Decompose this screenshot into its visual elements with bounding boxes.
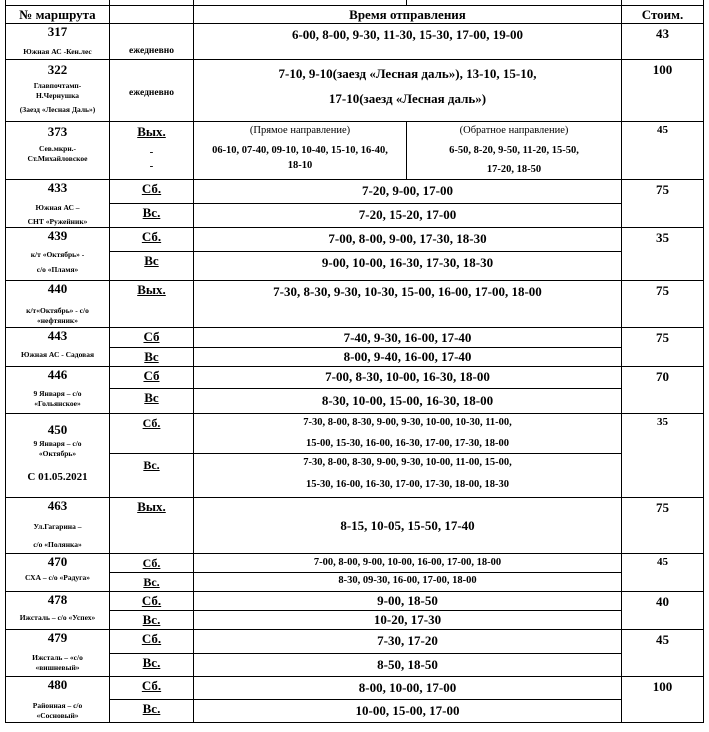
route-322-price: 100 <box>622 60 704 122</box>
schedule-table <box>5 0 704 723</box>
route-number: 373 <box>47 124 68 139</box>
route-373-cell <box>6 122 110 180</box>
day-label: Вс. <box>143 575 160 589</box>
route-439-price: 35 <box>622 228 704 281</box>
route-destination: к/т«Октябрь» - с/о <box>26 306 89 315</box>
route-439-cell <box>6 228 110 281</box>
route-destination: Южная АС – <box>35 203 80 212</box>
route-433-row-sun: Вс. 7-20, 15-20, 17-00 <box>6 204 704 228</box>
route-322-row <box>6 60 704 122</box>
day-label: Вс. <box>142 701 161 716</box>
route-destination: Ижсталь – «с/о <box>32 653 83 662</box>
route-480-row-sun: Вс. 10-00, 15-00, 17-00 <box>6 700 704 723</box>
header-departure: Время отправления <box>194 6 622 24</box>
route-480-price: 100 <box>622 677 704 723</box>
route-number: 439 <box>47 228 68 243</box>
route-destination: Главпочтамп- <box>33 81 82 90</box>
route-destination: Районная – с/о <box>32 701 83 710</box>
route-440-row <box>6 281 704 328</box>
route-destination: 9 Января – с/о <box>33 389 82 398</box>
route-number: 446 <box>47 367 68 382</box>
route-317-price: 43 <box>622 24 704 60</box>
route-440-cell <box>6 281 110 328</box>
route-number: 440 <box>47 281 68 296</box>
route-destination: Ст.Михайловское <box>27 154 88 163</box>
route-479-row-sat: 479 Ижсталь – «с/о «вишневый» Сб. 7-30, 17-20 45 <box>6 630 704 654</box>
route-470-price: 45 <box>622 554 704 592</box>
day-label: Вс <box>144 253 159 268</box>
route-destination: Сев.мкрн.- <box>38 144 77 153</box>
header-row <box>6 6 704 24</box>
route-number: 317 <box>47 24 68 39</box>
route-450-price: 35 <box>622 414 704 498</box>
day-label: Вс <box>144 349 159 364</box>
route-479-price: 45 <box>622 630 704 677</box>
route-322-times: 7-10, 9-10(заезд «Лесная даль»), 13-10, 15-10, 17-10(заезд «Лесная даль») <box>194 60 622 122</box>
route-479-row-sun: Вс. 8-50, 18-50 <box>6 654 704 677</box>
route-440-times: 7-30, 8-30, 9-30, 10-30, 15-00, 16-00, 17-00, 18-00 <box>194 281 622 328</box>
day-label: Сб. <box>141 631 162 646</box>
route-478-row-sat: 478 Ижсталь – с/о «Успех» Сб. 9-00, 18-50 40 <box>6 592 704 611</box>
route-463-cell <box>6 498 110 554</box>
day-label: Вых. <box>137 124 166 139</box>
route-446-row-sat: 446 9 Января – с/о «Гольянское» Сб 7-00, 8-30, 10-00, 16-30, 18-00 70 <box>6 367 704 389</box>
route-destination: Ул.Гагарина – <box>33 522 82 531</box>
route-destination: «Сосновый» <box>36 711 79 720</box>
day-label: Вс. <box>142 612 161 627</box>
route-number: 450 <box>47 422 68 437</box>
route-478-row-sun: Вс. 10-20, 17-30 <box>6 611 704 630</box>
route-439-row-sat: 439 к/т «Октябрь» - с/о «Пламя» Сб. 7-00, 8-00, 9-00, 17-30, 18-30 35 <box>6 228 704 252</box>
day-label: Сб. <box>142 556 161 570</box>
route-463-row <box>6 498 704 554</box>
route-destination: «нефтяник» <box>36 316 79 325</box>
route-number: 463 <box>47 498 68 513</box>
route-number: 478 <box>47 592 68 607</box>
day-label: ежедневно <box>129 45 174 56</box>
day-label: Сб. <box>141 593 162 608</box>
route-317-cell <box>6 24 110 60</box>
route-480-cell <box>6 677 110 723</box>
route-443-price: 75 <box>622 328 704 367</box>
day-label: Вс. <box>142 205 161 220</box>
day-label: Сб. <box>141 678 162 693</box>
day-label: Сб <box>143 368 160 383</box>
route-479-cell <box>6 630 110 677</box>
route-433-price: 75 <box>622 180 704 228</box>
route-destination: «вишневый» <box>35 663 80 672</box>
route-destination: Южная АС -Кен.лес <box>23 47 92 56</box>
route-317-times: 6-00, 8-00, 9-30, 11-30, 15-30, 17-00, 19-00 <box>194 24 622 60</box>
day-label: Вых. <box>137 282 166 297</box>
route-destination: Ижсталь – с/о «Успех» <box>19 613 96 622</box>
route-446-cell <box>6 367 110 414</box>
route-number: 443 <box>47 328 68 343</box>
route-373-row: 373 Сев.мкрн.- Ст.Михайловское Вых. - - (Прямое направление) 06-10, 07-40, 09-10, 10-40, 15-10, 16-40, 18-10 (Обратное направление) 6-50, 8-20, 9-50, 11-20, 15-50, 17-20, 18-50 45 <box>6 122 704 180</box>
route-destination: Н.Чернушка <box>35 91 80 100</box>
route-443-row-sat: 443 Южная АС - Садовая Сб 7-40, 9-30, 16-00, 17-40 75 <box>6 328 704 348</box>
route-439-row-sun: Вс 9-00, 10-00, 16-30, 17-30, 18-30 <box>6 252 704 281</box>
day-label: Вс. <box>142 655 161 670</box>
route-note: С 01.05.2021 <box>27 471 88 483</box>
route-470-row-sun: Вс. 8-30, 09-30, 16-00, 17-00, 18-00 <box>6 573 704 592</box>
day-label: Сб <box>143 329 160 344</box>
route-443-cell <box>6 328 110 367</box>
route-destination: (Заезд «Лесная Даль») <box>19 105 96 114</box>
route-destination: СНТ «Ружейник» <box>27 217 88 226</box>
route-446-row-sun: Вс 8-30, 10-00, 15-00, 16-30, 18-00 <box>6 389 704 414</box>
route-317-row <box>6 24 704 60</box>
route-number: 322 <box>47 62 68 77</box>
header-price: Стоим. <box>622 6 704 24</box>
route-433-row-sat: 433 Южная АС – СНТ «Ружейник» Сб. 7-20, 9-00, 17-00 75 <box>6 180 704 204</box>
route-373-direct: (Прямое направление) 06-10, 07-40, 09-10, 10-40, 15-10, 16-40, 18-10 <box>194 122 407 180</box>
route-destination: с/о «Полянка» <box>33 540 82 549</box>
route-470-cell <box>6 554 110 592</box>
route-number: 480 <box>47 677 68 692</box>
route-478-price: 40 <box>622 592 704 630</box>
day-label: Вых. <box>137 499 166 514</box>
route-number: 479 <box>47 630 68 645</box>
route-destination: СХА – с/о «Радуга» <box>24 573 91 582</box>
day-label: Сб. <box>141 229 162 244</box>
route-number: 470 <box>47 554 68 569</box>
day-label: Вс <box>144 390 159 405</box>
day-label: Вс. <box>143 458 160 472</box>
route-destination: Южная АС - Садовая <box>20 350 95 359</box>
header-route: № маршрута <box>6 6 110 24</box>
route-destination: «Гольянское» <box>34 399 81 408</box>
route-destination: к/т «Октябрь» - <box>30 250 85 259</box>
route-destination: «Октябрь» <box>38 449 77 458</box>
route-433-cell <box>6 180 110 228</box>
route-number: 433 <box>47 180 68 195</box>
route-478-cell <box>6 592 110 630</box>
route-373-price: 45 <box>622 122 704 180</box>
day-label: Сб. <box>141 181 162 196</box>
route-destination: 9 Января – с/о <box>33 439 82 448</box>
route-450-row-sat: 450 9 Января – с/о «Октябрь» С 01.05.2021 Сб. 7-30, 8-00, 8-30, 9-00, 9-30, 10-00, 10-30, 11-00, 15-00, 15-30, 16-00, 16-30, 17-00, 17-30, 18-00 35 <box>6 414 704 454</box>
route-463-price: 75 <box>622 498 704 554</box>
route-373-reverse: (Обратное направление) 6-50, 8-20, 9-50, 11-20, 15-50, 17-20, 18-50 <box>407 122 622 180</box>
route-322-cell <box>6 60 110 122</box>
day-label: ежедневно <box>129 87 174 98</box>
day-label: Сб. <box>142 416 161 430</box>
route-450-row-sun: Вс. 7-30, 8-00, 8-30, 9-00, 9-30, 10-00, 11-00, 15-00, 15-30, 16-00, 16-30, 17-00, 17-30, 18-00, 18-30 <box>6 454 704 498</box>
route-443-row-sun: Вс 8-00, 9-40, 16-00, 17-40 <box>6 348 704 367</box>
route-destination: с/о «Пламя» <box>36 265 79 274</box>
route-480-row-sat: 480 Районная – с/о «Сосновый» Сб. 8-00, 10-00, 17-00 100 <box>6 677 704 700</box>
route-450-cell <box>6 414 110 498</box>
route-446-price: 70 <box>622 367 704 414</box>
route-463-times: 8-15, 10-05, 15-50, 17-40 <box>194 498 622 554</box>
route-470-row-sat: 470 СХА – с/о «Радуга» Сб. 7-00, 8-00, 9-00, 10-00, 16-00, 17-00, 18-00 45 <box>6 554 704 573</box>
route-440-price: 75 <box>622 281 704 328</box>
